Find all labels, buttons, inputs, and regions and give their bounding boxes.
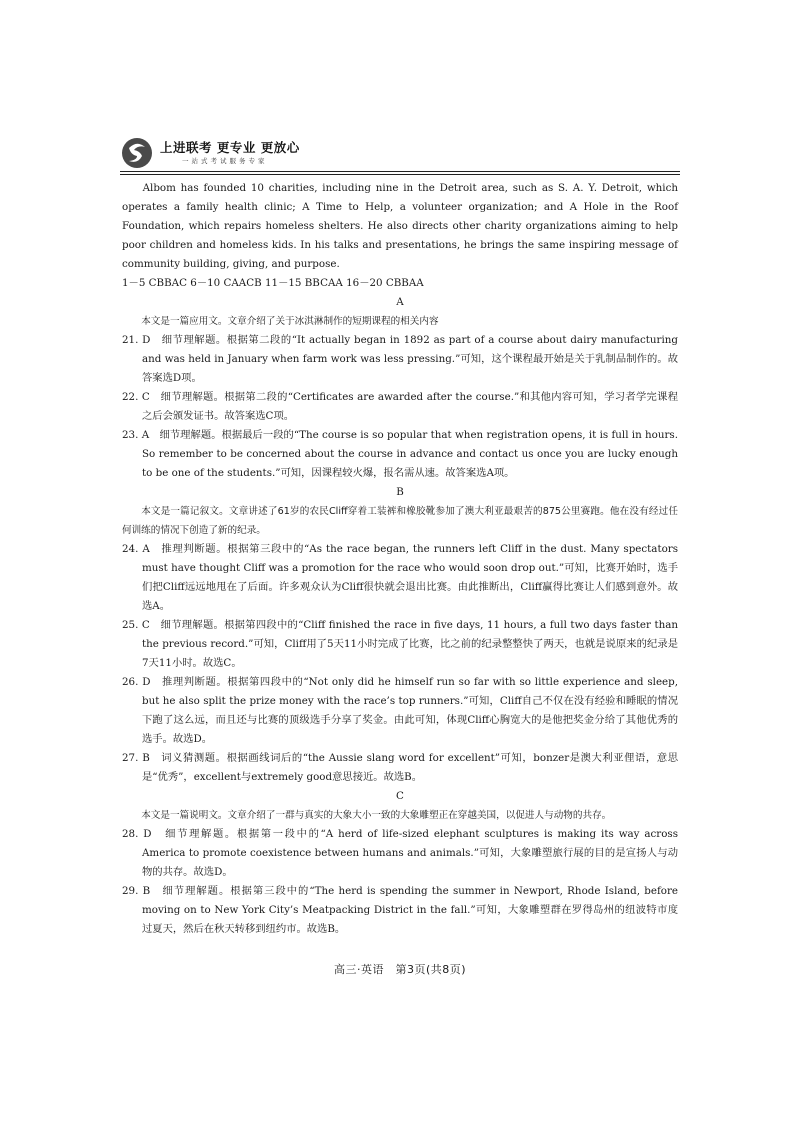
answer-key: 1－5 CBBAC 6－10 CAACB 11－15 BBCAA 16－20 CBBAA	[122, 277, 424, 289]
question-25: 25. C 细节理解题。根据第四段中的“Cliff finished the race in five days, 11 hours, a full two days faster than the previous record.”可知，Cliff用了5天11小时完成了比赛，比之前的纪录整整快了两天，也就是说原来的纪录是7天11小时。故选C。	[122, 619, 678, 669]
section-heading-a: A	[396, 296, 404, 308]
header-rule-top	[120, 171, 680, 172]
section-heading-c: C	[396, 790, 404, 802]
question-26: 26. D 推理判断题。根据第四段中的“Not only did he himself run so far with so little experience and sleep, but he also split the prize money with the race’s top runners.”可知，Cliff自己不仅在没有经验和睡眠的情况下跑了这么远，而且还与比赛的顶级选手分享了奖金。由此可知，体现Cliff心胸宽大的是他把奖金分给了其他优秀的选手。故选D。	[122, 676, 678, 745]
intro-paragraph: Albom has founded 10 charities, including nine in the Detroit area, such as S. A. Y. Detroit, which operates a family health clinic; A Time to Help, a volunteer organization; and A Hole in the Roof Foundation, which repairs homeless shelters. He also directs other charity organizations aiming to help poor children and homeless kids. In his talks and presentations, he brings the same inspiring message of community building, giving, and purpose.	[122, 182, 678, 270]
section-summary-b: 本文是一篇记叙文。文章讲述了61岁的农民Cliff穿着工装裤和橡胶靴参加了澳大利亚最艰苦的875公里赛跑。他在没有经过任何训练的情况下创造了新的纪录。	[122, 506, 678, 536]
question-29: 29. B 细节理解题。根据第三段中的“The herd is spending the summer in Newport, Rhode Island, before moving on to New York City’s Meatpacking District in the fall.”可知，大象雕塑群在罗得岛州的纽波特市度过夏天，然后在秋天转移到纽约市。故选B。	[122, 885, 678, 935]
brand-subtitle: 一站式考试服务专家	[182, 157, 268, 165]
question-28: 28. D 细节理解题。根据第一段中的“A herd of life-sized elephant sculptures is making its way across America to promote coexistence between humans and animals.”可知，大象雕塑旅行展的目的是宣扬人与动物的共存。故选D。	[122, 828, 678, 878]
question-22: 22. C 细节理解题。根据第二段的“Certificates are awarded after the course.”和其他内容可知，学习者学完课程之后会颁发证书。故答案选C项。	[122, 391, 678, 422]
answer-content	[122, 179, 678, 939]
question-27: 27. B 词义猜测题。根据画线词后的“the Aussie slang word for excellent”可知，bonzer是澳大利亚俚语，意思是“优秀”，excellent与extremely good意思接近。故选B。	[122, 752, 678, 783]
section-heading-b: B	[396, 486, 404, 498]
section-summary-c: 本文是一篇说明文。文章介绍了一群与真实的大象大小一致的大象雕塑正在穿越美国，以促进人与动物的共存。	[141, 810, 612, 821]
question-21: 21. D 细节理解题。根据第二段的“It actually began in 1892 as part of a course about dairy manufacturing and was held in January when farm work was less pressing.”可知，这个课程最开始是关于乳制品制作的。故答案选D项。	[122, 334, 678, 384]
brand-logo-icon	[120, 136, 154, 170]
section-summary-a: 本文是一篇应用文。文章介绍了关于冰淇淋制作的短期课程的相关内容	[141, 316, 439, 327]
page-footer: 高三·英语 第3页(共8页)	[333, 963, 467, 976]
question-24: 24. A 推理判断题。根据第三段中的“As the race began, the runners left Cliff in the dust. Many spectators must have thought Cliff was a promotion for the race who would soon drop out.”可知，比赛开始时，选手们把Cliff远远地甩在了后面。许多观众认为Cliff很快就会退出比赛。由此推断出，Cliff赢得比赛让人们感到意外。故选A。	[122, 543, 678, 612]
brand-slogan: 上进联考 更专业 更放心	[160, 140, 300, 155]
question-23: 23. A 细节理解题。根据最后一段的“The course is so popular that when registration opens, it is full in hours. So remember to be concerned about the course in advance and contact us once you are lucky enough to be one of the students.”可知，因课程较火爆，报名需从速。故答案选A项。	[122, 429, 678, 479]
header-rule-bottom	[120, 174, 680, 175]
